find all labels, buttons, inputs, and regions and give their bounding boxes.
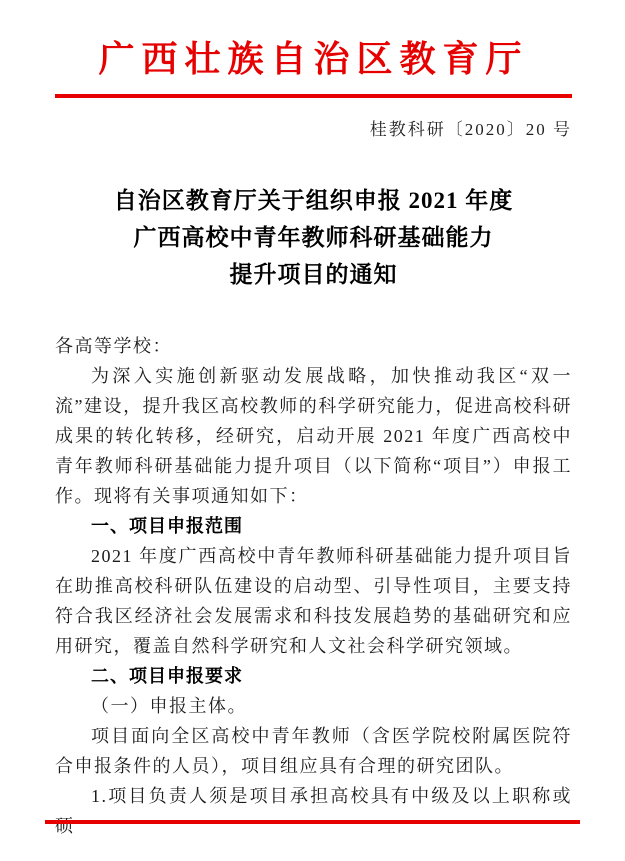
- letterhead-red-rule: [55, 94, 572, 98]
- doc-title-line-3: 提升项目的通知: [229, 262, 398, 287]
- doc-title-line-2: 广西高校中青年教师科研基础能力: [133, 225, 494, 250]
- doc-body: [55, 331, 572, 841]
- page-bottom-red-rule: [45, 820, 580, 824]
- section-1-heading: 一、项目申报范围: [91, 516, 243, 536]
- section-2-heading: 二、项目申报要求: [91, 666, 243, 686]
- doc-title-line-1: 自治区教育厅关于组织申报 2021 年度: [113, 188, 514, 213]
- section-2-item-1: 1.项目负责人须是项目承担高校具有中级及以上职称或硕: [55, 786, 572, 836]
- section-1-paragraph: 2021 年度广西高校中青年教师科研基础能力提升项目旨在助推高校科研队伍建设的启动型、引导性项目，主要支持符合我区经济社会发展需求和科技发展趋势的基础研究和应用研究，覆盖自然科学研究和人文社会科学研究领域。: [55, 546, 572, 656]
- intro-paragraph: 为深入实施创新驱动发展战略，加快推动我区“双一流”建设，提升我区高校教师的科学研究能力，促进高校科研成果的转化转移，经研究，启动开展 2021 年度广西高校中青年教师科研基础能力提升项目（以下简称“项目”）申报工作。现将有关事项通知如下：: [55, 366, 572, 506]
- letterhead-org-name: 广西壮族自治区教育厅: [98, 39, 529, 79]
- section-2-paragraph: 项目面向全区高校中青年教师（含医学院校附属医院符合申报条件的人员），项目组应具有合理的研究团队。: [55, 726, 572, 776]
- section-2-subheading: （一）申报主体。: [91, 696, 247, 716]
- doc-number: 桂教科研〔2020〕20 号: [369, 120, 572, 139]
- salutation: 各高等学校：: [55, 336, 172, 356]
- doc-title: [55, 182, 572, 293]
